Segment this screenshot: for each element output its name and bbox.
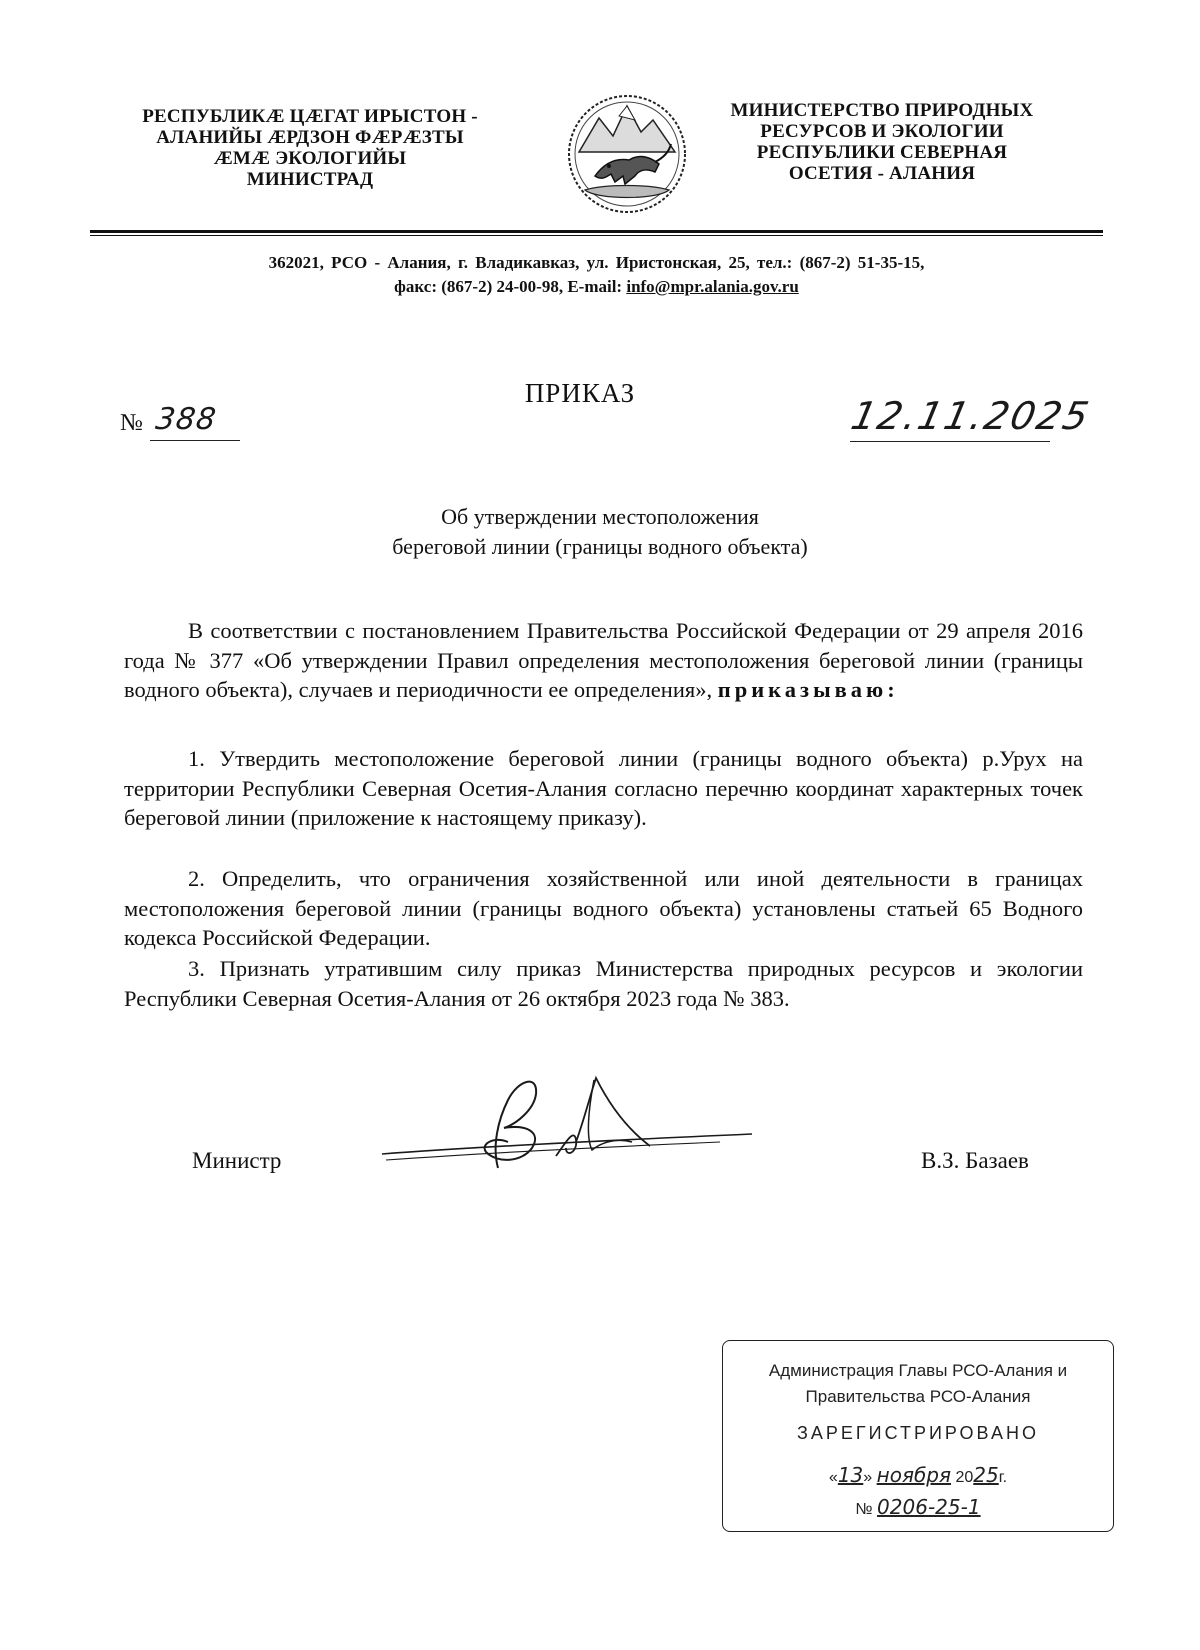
contact-line: [90, 276, 1103, 298]
header-right-line: РЕСПУБЛИКИ СЕВЕРНАЯ: [756, 142, 1008, 163]
order-number-underline: [150, 440, 240, 441]
handwritten-signature: [380, 1072, 760, 1194]
document-title: ПРИКАЗ: [524, 378, 636, 408]
header-left-block: [110, 106, 510, 190]
stamp-org-line: Правительства РСО-Алания: [805, 1387, 1031, 1406]
coat-of-arms-emblem: [565, 92, 689, 216]
header-right-block: [712, 100, 1052, 184]
order-number-handwritten: 388: [153, 402, 219, 437]
signatory-title: Министр: [192, 1148, 282, 1173]
order-date-underline: [850, 441, 1050, 442]
header-right-line: ОСЕТИЯ - АЛАНИЯ: [788, 163, 976, 184]
stamp-date: «13» ноября 2025г.: [828, 1463, 1008, 1487]
order-number: [120, 404, 250, 444]
stamp-number: [723, 1495, 1113, 1519]
stamp-year-unit: г.: [998, 1469, 1008, 1486]
order-item-1: 1. Утвердить местоположение береговой линии (границы водного объекта) р.Урух на территории Республики Северная Осетия-Алания согласно перечню координат характерных точек береговой линии (приложение к настоящему приказу).: [124, 746, 1083, 830]
stamp-status: ЗАРЕГИСТРИРОВАНО: [797, 1423, 1039, 1443]
fax-text: факс: (867-2) 24-00-98, E-mail:: [394, 277, 627, 296]
order-item-3: 3. Признать утратившим силу приказ Министерства природных ресурсов и экологии Республики Северная Осетия-Алания от 26 октября 2023 года № 383.: [124, 956, 1083, 1011]
header-right-line: МИНИСТЕРСТВО ПРИРОДНЫХ: [730, 100, 1034, 121]
header-divider-thick: [90, 230, 1103, 233]
preamble-text: В соответствии с постановлением Правительства Российской Федерации от 29 апреля 2016 года № 377 «Об утверждении Правил определения местоположения береговой линии (границы водного объекта), случаев и периодичности ее определения»,: [124, 618, 1083, 702]
signatory-name: В.З. Базаев: [921, 1148, 1029, 1173]
order-verb: приказываю:: [717, 677, 899, 702]
stamp-number-value: 0206-25-1: [877, 1495, 981, 1519]
header-divider-thin: [90, 235, 1103, 236]
stamp-org-line: Администрация Главы РСО-Алания и: [768, 1361, 1068, 1380]
header-left-line: РЕСПУБЛИКÆ ЦÆГАТ ИРЫСТОН -: [142, 106, 478, 127]
subject-line: Об утверждении местоположения: [441, 504, 759, 529]
header-left-line: АЛАНИЙЫ ÆРДЗОН ФÆРÆЗТЫ: [156, 127, 464, 148]
header-left-line: ÆМÆ ЭКОЛОГИЙЫ: [213, 148, 407, 169]
registration-stamp: [722, 1340, 1114, 1532]
header-right-line: РЕСУРСОВ И ЭКОЛОГИИ: [760, 121, 1004, 142]
stamp-number-sign: №: [855, 1501, 873, 1518]
stamp-month: ноября: [876, 1463, 952, 1487]
subject-line: береговой линии (границы водного объекта): [392, 534, 808, 559]
preamble-paragraph: [124, 616, 1083, 705]
stamp-year-suffix: 25: [973, 1463, 999, 1487]
address-line: 362021, РСО - Алания, г. Владикавказ, ул. Иристонская, 25, тел.: (867-2) 51-35-15,: [268, 253, 925, 272]
stamp-day: 13: [837, 1463, 864, 1487]
header-left-line: МИНИСТРАД: [246, 169, 374, 190]
email-link[interactable]: info@mpr.alania.gov.ru: [626, 277, 799, 296]
order-item-2: 2. Определить, что ограничения хозяйственной или иной деятельности в границах местоположения береговой линии (границы водного объекта) установлены статьей 65 Водного кодекса Российской Федерации.: [124, 866, 1083, 950]
number-sign: №: [120, 410, 143, 436]
order-date-handwritten: 12.11.2025: [847, 394, 1095, 438]
stamp-year-prefix: 20: [955, 1469, 974, 1486]
